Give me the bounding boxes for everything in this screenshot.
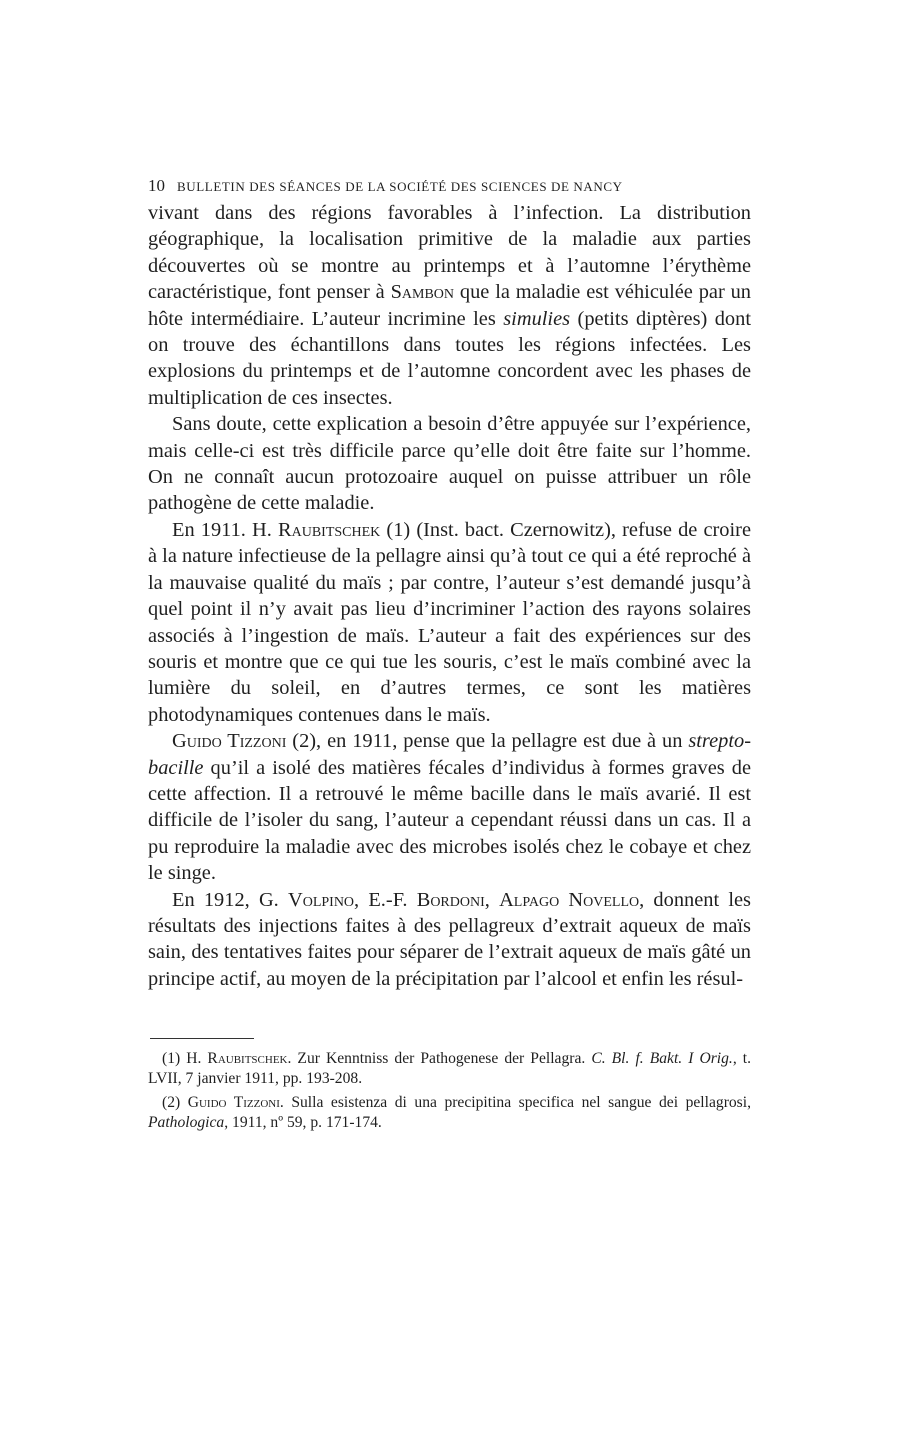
author-name: Sambon xyxy=(390,281,455,304)
text-run: (petits diptères) dont on trouve des échantillons dans toutes les régions infectées. Les explosions du printemps et de l’automne concordent avec les phases de multiplication de ces insectes. xyxy=(148,307,751,409)
author-name: Alpago Novello xyxy=(499,888,640,911)
text-run: (2), en 1911, pense que la pellagre est due à un xyxy=(286,730,689,753)
running-head xyxy=(148,176,751,196)
paragraph-3 xyxy=(148,517,751,728)
text-run: En 1911. H. xyxy=(172,518,278,541)
page-number: 10 xyxy=(148,176,165,195)
author-name: Guido Tizzoni xyxy=(172,730,287,753)
text-run: (1) H. xyxy=(162,1050,208,1068)
italic-term: strepto-bacille xyxy=(148,730,751,779)
text-run: , E.-F. xyxy=(354,888,417,911)
book-page xyxy=(148,176,751,1137)
paragraph-1 xyxy=(148,200,751,411)
text-run: , 1911, nº 59, p. 171-174. xyxy=(224,1114,382,1132)
text-run: (2) xyxy=(162,1094,188,1112)
author-name: Guido Tizzoni xyxy=(187,1094,280,1112)
text-run: . Zur Kenntniss der Pathogenese der Pellagra. xyxy=(287,1050,592,1068)
author-name: Raubitschek xyxy=(278,518,381,541)
footnote-rule xyxy=(150,1038,254,1039)
author-name: Raubitschek xyxy=(207,1050,288,1068)
text-run: vivant dans des régions favorables à l’infection. La distribution géographique, la localisation primitive de la maladie aux parties découvertes où se montre au printemps et à l’automne l’érythème caractéristique, font penser à xyxy=(148,202,751,304)
footnote-1 xyxy=(148,1049,751,1089)
text-run: , xyxy=(484,888,500,911)
paragraph-2: Sans doute, cette explication a besoin d’être appuyée sur l’expérience, mais celle-ci est très difficile parce qu’elle doit être faite sur l’homme. On ne connaît aucun protozoaire auquel on puisse attribuer un rôle pathogène de cette maladie. xyxy=(148,413,751,515)
footnotes xyxy=(148,1049,751,1133)
text-run: . Sulla esistenza di una precipitina specifica nel sangue dei pellagrosi, xyxy=(279,1094,751,1112)
author-name: Bordoni xyxy=(416,888,485,911)
author-name: Volpino xyxy=(287,888,355,911)
text-run: , donnent les résultats des injections faites à des pellagreux d’extrait aqueux de maïs sain, des tentatives faites pour séparer de l’extrait aqueux de maïs gâté un principe actif, au moyen de la précipitation par l’alcool et enfin les résul- xyxy=(148,888,751,990)
body-text xyxy=(148,200,751,992)
text-run: que la maladie est véhiculée par un hôte intermédiaire. L’auteur incrimine les xyxy=(148,281,751,330)
journal-title: Pathologica xyxy=(148,1114,225,1132)
running-title: BULLETIN DES SÉANCES DE LA SOCIÉTÉ DES SCIENCES DE NANCY xyxy=(177,179,623,194)
italic-term: simulies xyxy=(503,307,571,330)
text-run: qu’il a isolé des matières fécales d’individus à formes graves de cette affection. Il a retrouvé le même bacille dans le maïs avarié. Il est difficile de l’isoler du sang, l’auteur a cependant réussi dans un cas. Il a pu reproduire la maladie avec des microbes isolés chez le cobaye et chez le singe. xyxy=(148,756,751,885)
text-run: , t. LVII, 7 janvier 1911, pp. 193-208. xyxy=(148,1050,751,1088)
paragraph-4 xyxy=(148,728,751,886)
text-run: En 1912, G. xyxy=(172,888,288,911)
journal-title: C. Bl. f. Bakt. I Orig. xyxy=(591,1050,733,1068)
text-run: (1) (Inst. bact. Czernowitz), refuse de croire à la nature infectieuse de la pellagre ainsi qu’à tout ce qui a été reproché à la mauvaise qualité du maïs ; par contre, l’auteur s’est demandé jusqu’à quel point il n’y avait pas lieu d’incriminer l’action des rayons solaires associés à l’ingestion de maïs. L’auteur a fait des expériences sur des souris et montre que ce qui tue les souris, c’est le maïs combiné avec la lumière du soleil, en d’autres termes, ce sont les matières photodynamiques contenues dans le maïs. xyxy=(148,518,751,726)
paragraph-5 xyxy=(148,887,751,993)
footnote-2 xyxy=(148,1093,751,1133)
